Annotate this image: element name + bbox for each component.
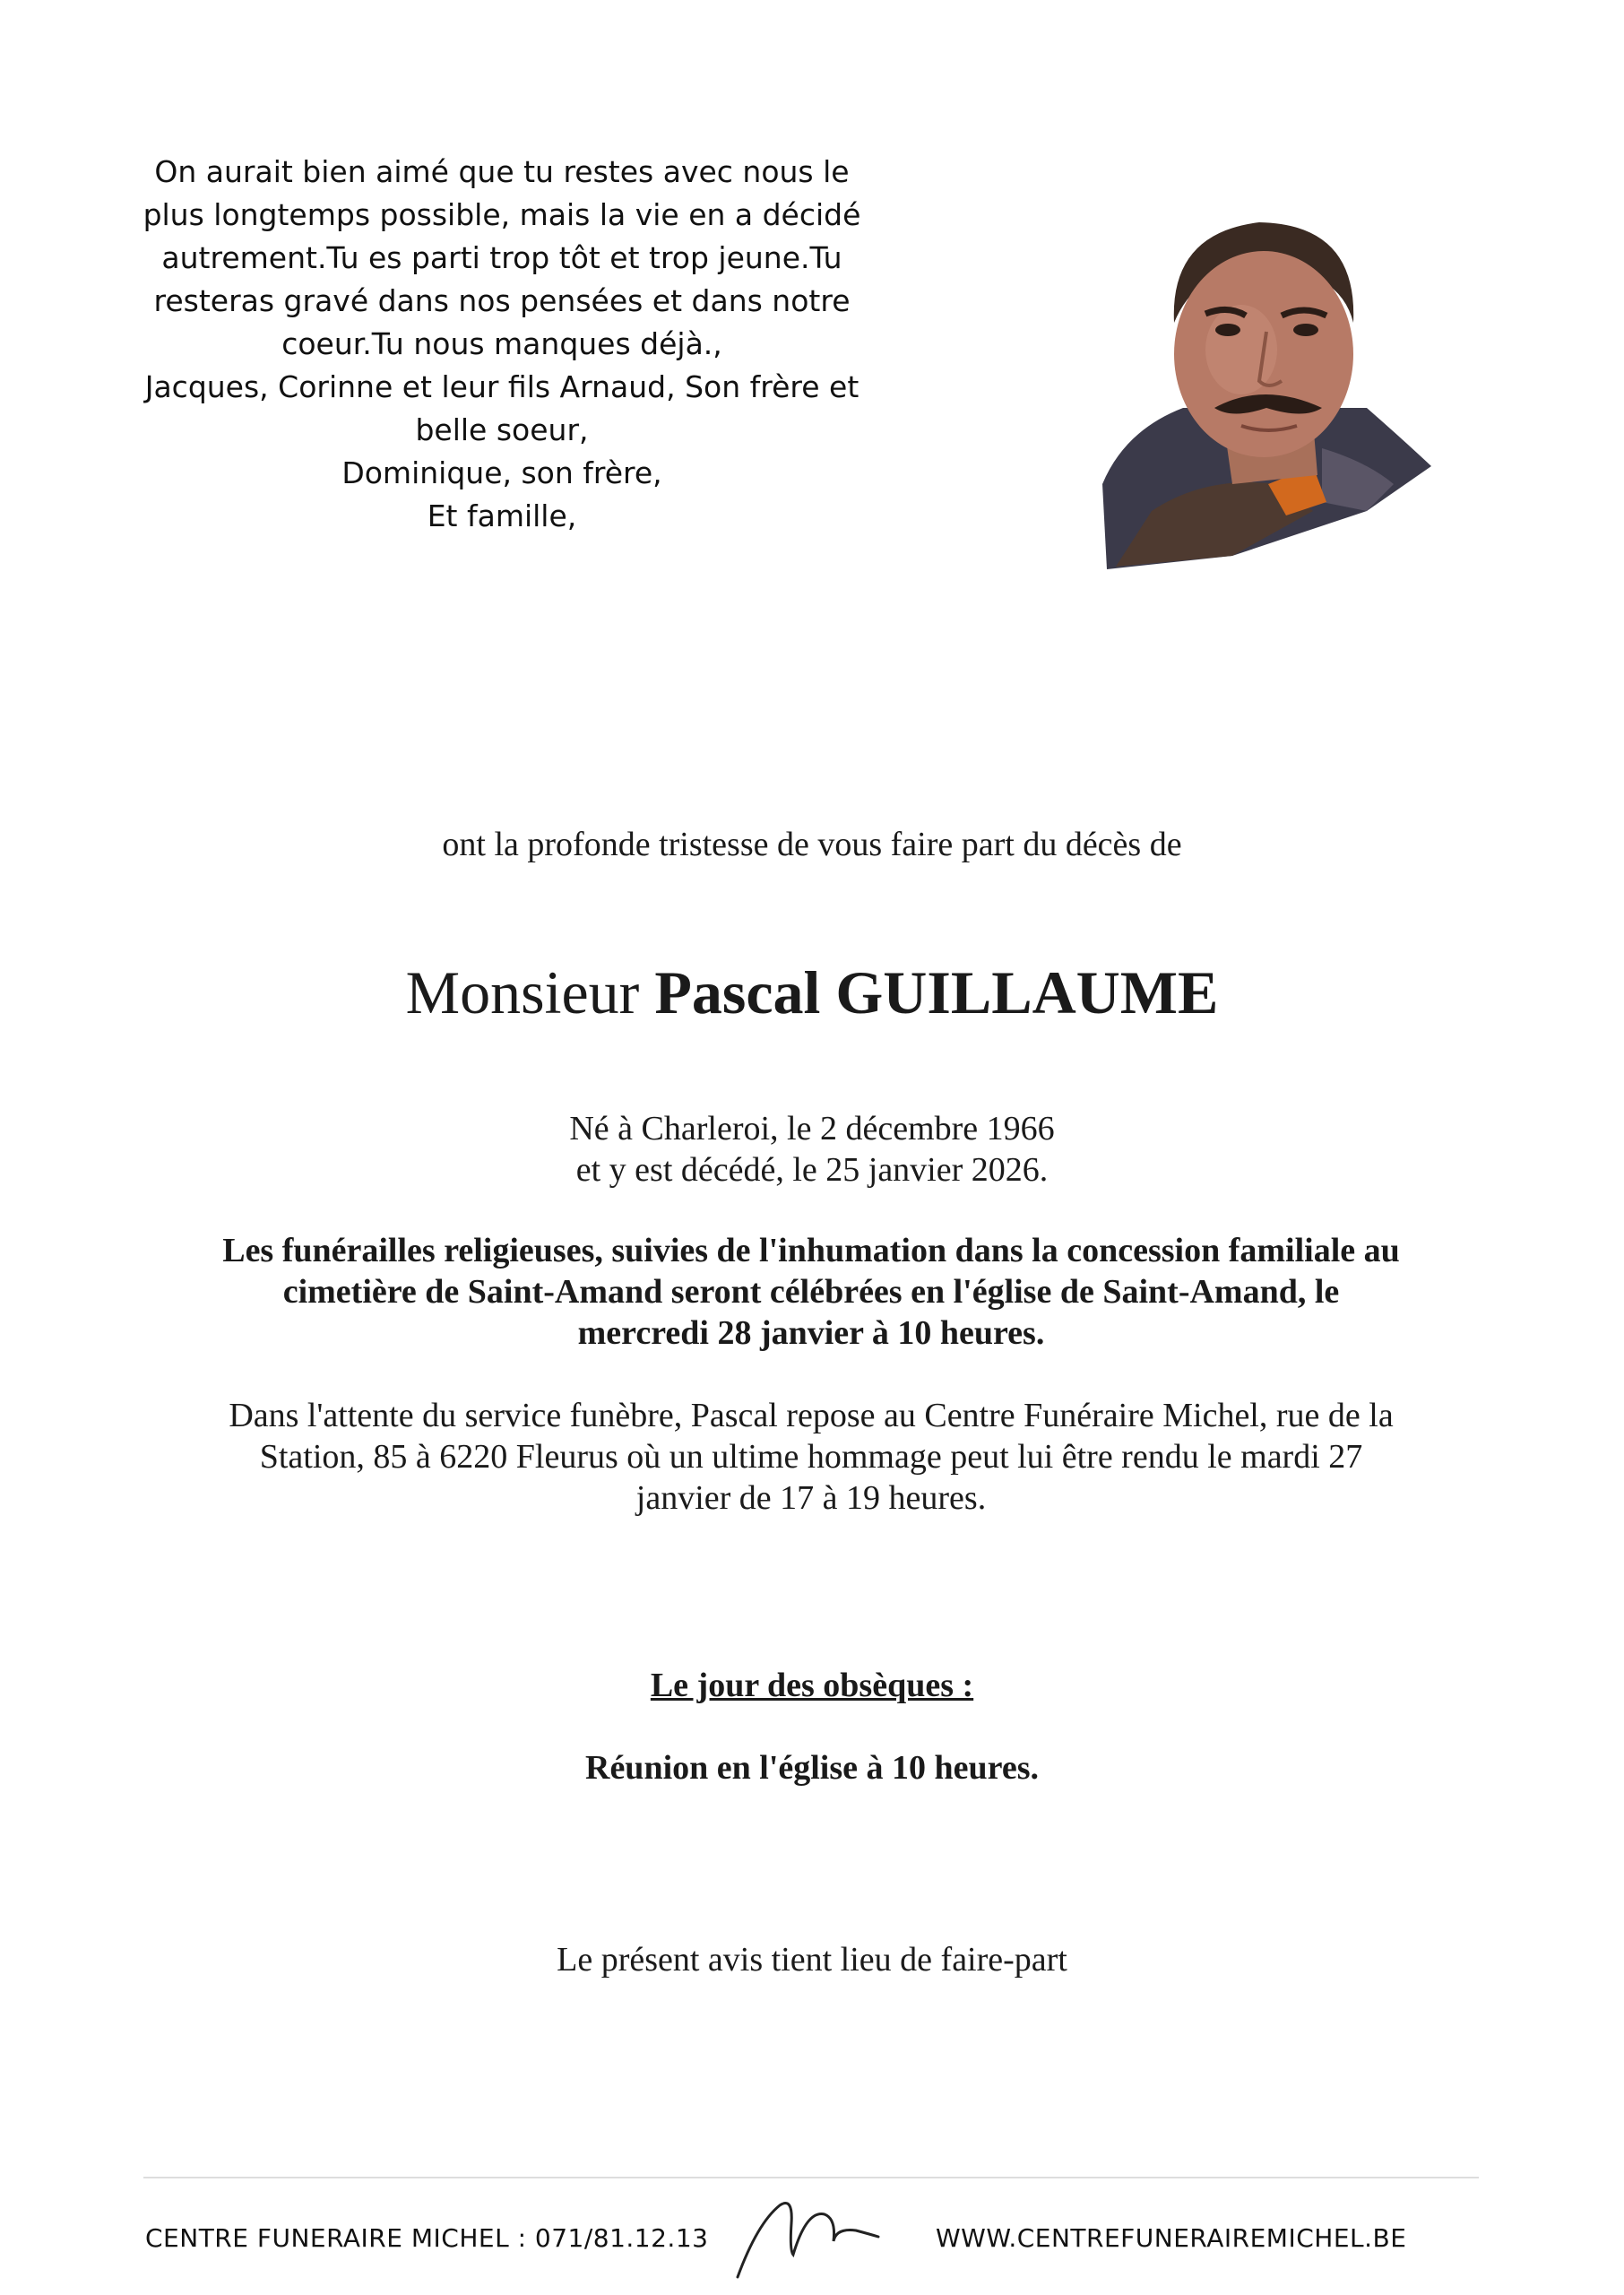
birth-death-dates [0,1108,1624,1191]
intro-family-1: Jacques, Corinne et leur fils Arnaud, Son frère et belle soeur, [144,369,860,447]
deceased-title: Monsieur [405,958,640,1026]
announcement-text: ont la profonde tristesse de vous faire part du décès de [442,826,1182,863]
intro-tribute: On aurait bien aimé que tu restes avec nous le plus longtemps possible, mais la vie en a décidé autrement.Tu es parti trop tôt et trop jeune.Tu resteras gravé dans nos pensées et dans notre coeur.Tu nous manques déjà., [143,154,861,361]
signature-m-logo-icon [730,2187,883,2286]
birth-line: Né à Charleroi, le 2 décembre 1966 [569,1110,1055,1148]
funeral-details: Les funérailles religieuses, suivies de l'inhumation dans la concession familiale au cimetière de Saint-Amand seront célébrées en l'église de Saint-Amand, le mercredi 28 janvier à 10 heures. [222,1232,1400,1352]
deceased-name [0,957,1624,1028]
funeral-day-heading: Le jour des obsèques : [650,1667,974,1704]
footer-divider [143,2177,1479,2178]
notice-text: Le présent avis tient lieu de faire-part [557,1941,1067,1979]
footer-website: WWW.CENTREFUNERAIREMICHEL.BE [936,2223,1407,2253]
portrait-photo [1098,215,1438,569]
church-meeting: Réunion en l'église à 10 heures. [585,1749,1039,1787]
intro-family-2: Dominique, son frère, [341,455,662,490]
intro-family-3: Et famille, [427,498,577,533]
death-line: et y est décédé, le 25 janvier 2026. [575,1151,1049,1189]
viewing-details: Dans l'attente du service funèbre, Pascal repose au Centre Funéraire Michel, rue de la Station, 85 à 6220 Fleurus où un ultime hommage peut lui être rendu le mardi 27 janvier de 17 à 19 heures. [229,1397,1394,1517]
footer-phone: CENTRE FUNERAIRE MICHEL : 071/81.12.13 [145,2223,709,2253]
deceased-full-name: Pascal GUILLAUME [654,958,1219,1026]
intro-message [134,151,869,538]
